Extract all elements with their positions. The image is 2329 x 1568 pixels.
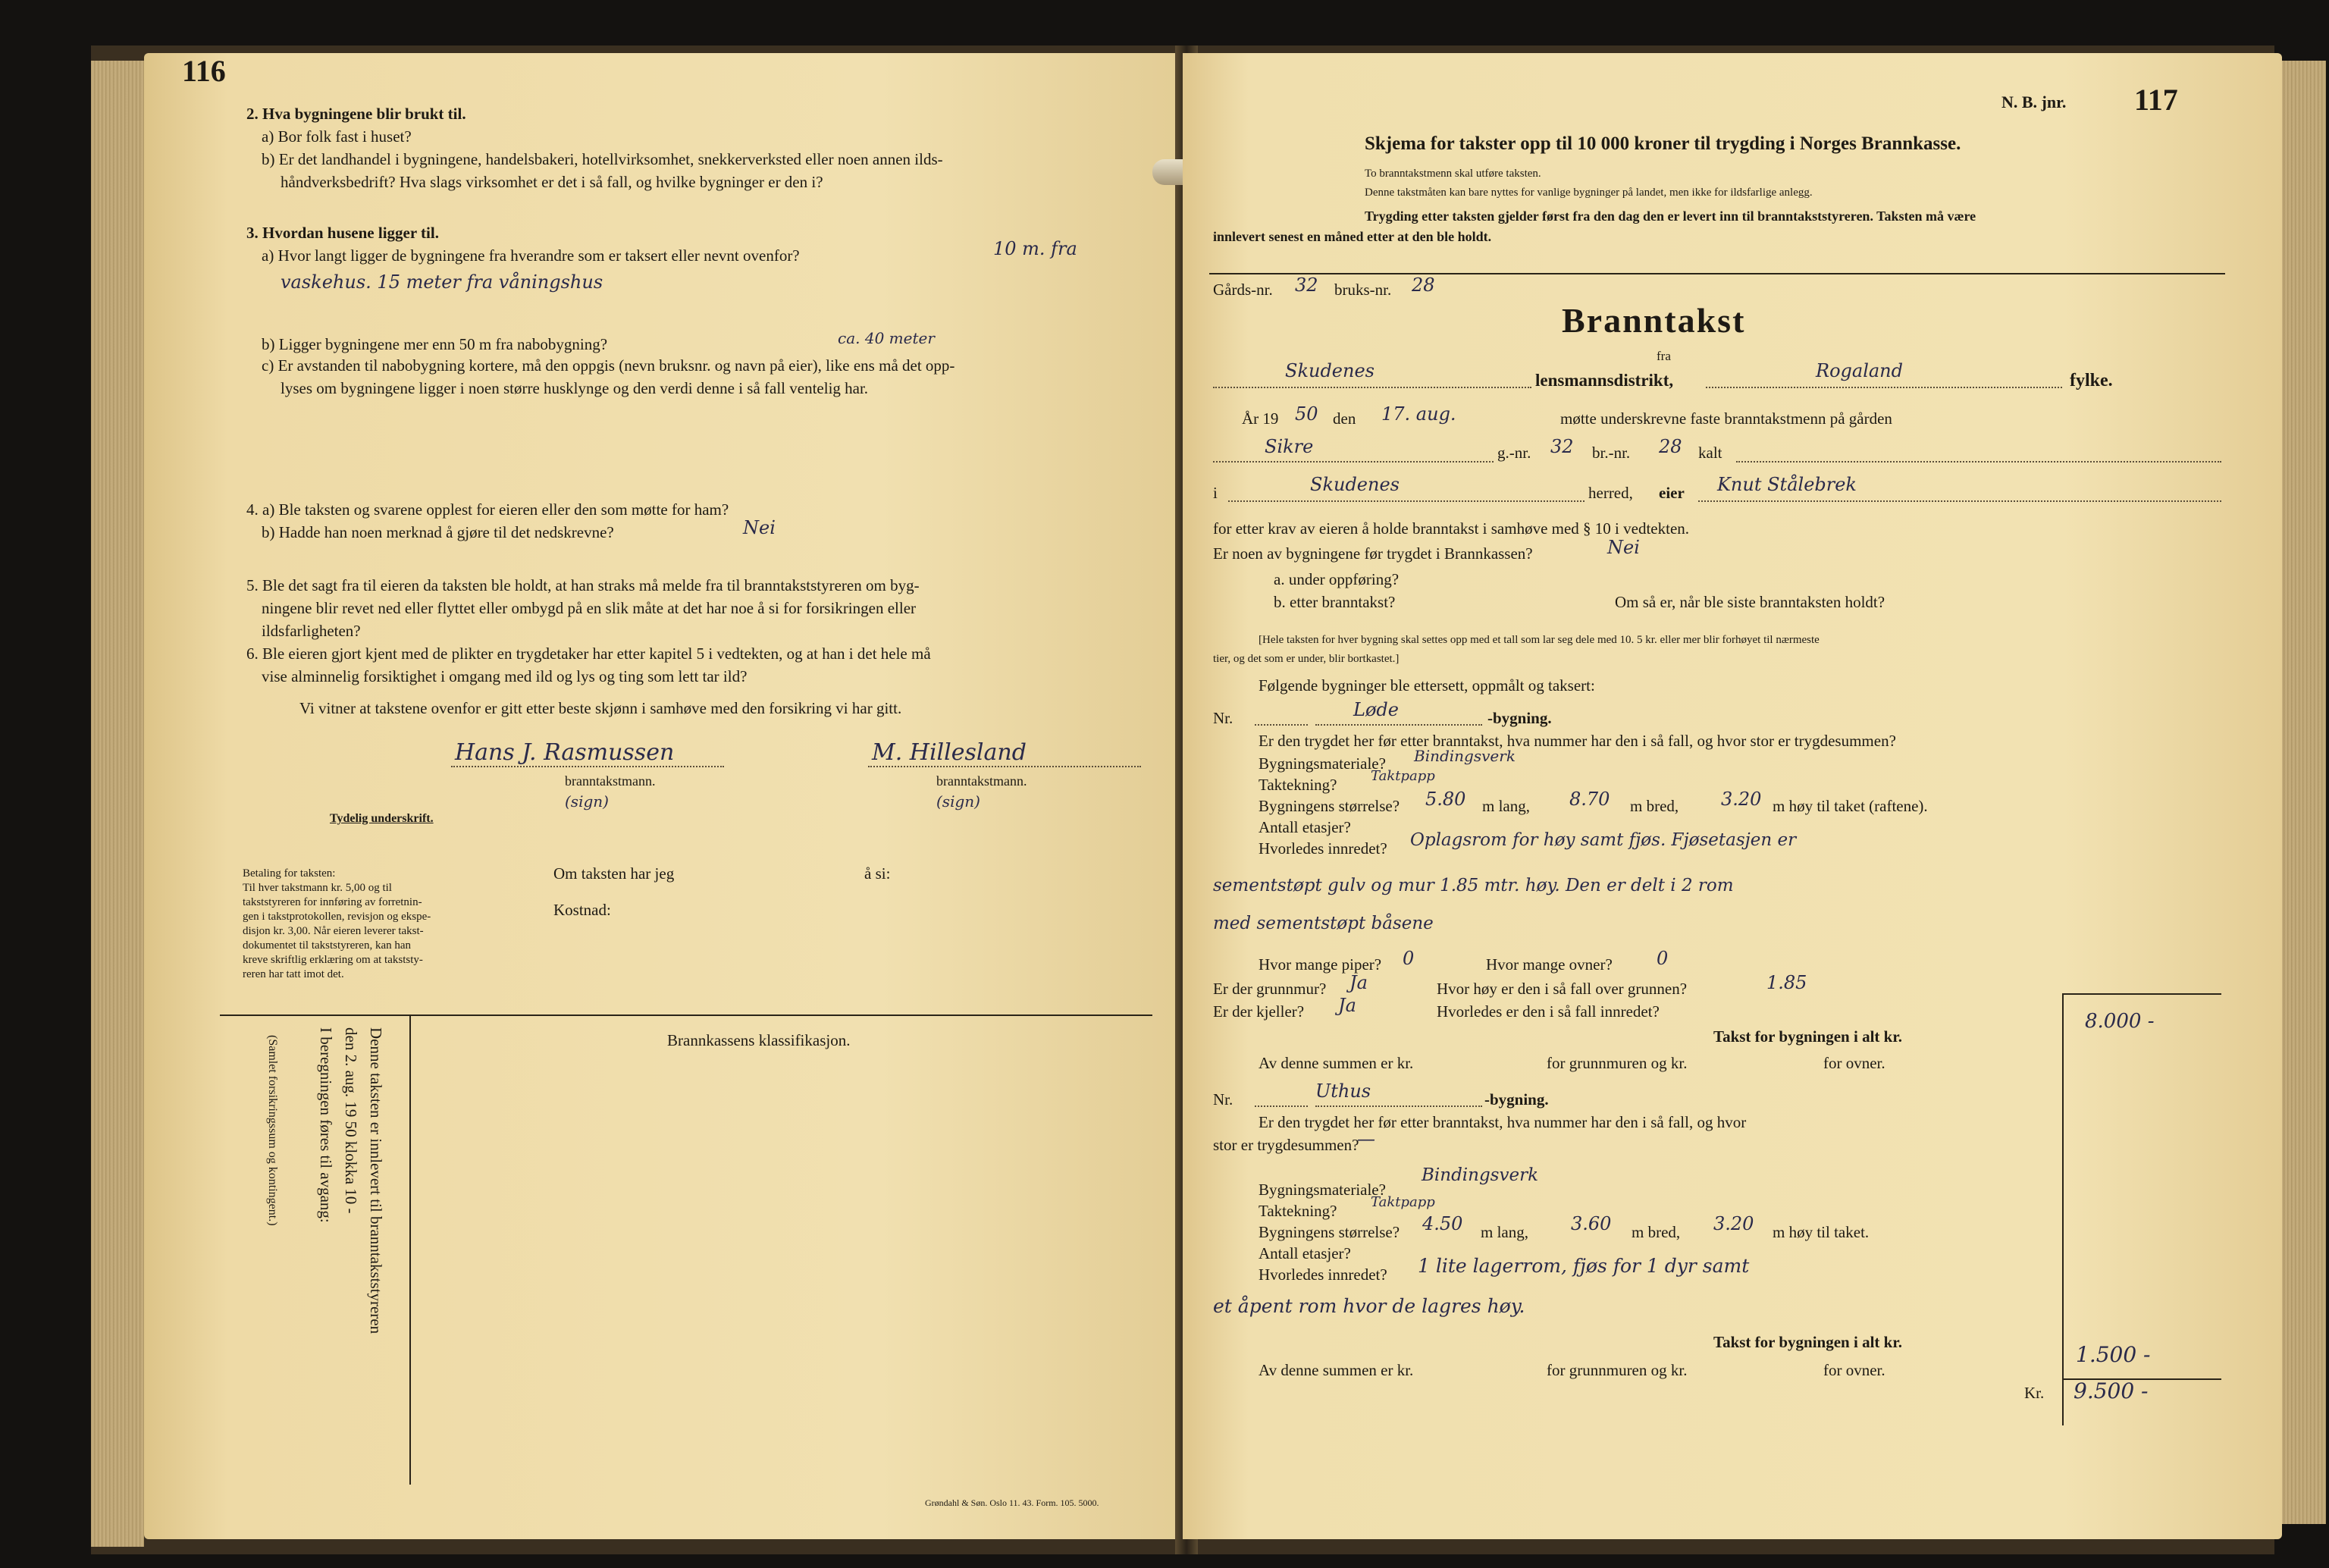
total-note: (Samlet forsikringssum og kontingent.) xyxy=(266,1035,279,1226)
nb-journal-label: N. B. jnr. xyxy=(2001,93,2067,111)
brnr-value: 28 xyxy=(1659,436,1682,457)
total-label: Takst for bygningen i alt kr. xyxy=(1713,1027,1902,1046)
right-page xyxy=(1183,53,2282,1539)
ovens-label: Hvor mange ovner? xyxy=(1486,955,1613,974)
answer-3b: ca. 40 meter xyxy=(838,329,935,347)
deduction-note: I beregningen føres til avgang: xyxy=(317,1027,335,1223)
date-value: 17. aug. xyxy=(1381,403,1456,425)
height-unit: m høy til taket. xyxy=(1773,1223,1870,1241)
after-tax-label: b. etter branntakst? xyxy=(1274,593,1396,611)
building-1-nr: Nr. xyxy=(1213,709,1233,727)
question-5-line3: ildsfarligheten? xyxy=(262,622,361,640)
for-foundation-label: for grunnmuren og kr. xyxy=(1547,1054,1688,1072)
gards-label: Gårds-nr. xyxy=(1213,281,1273,299)
height-unit: m høy til taket (raftene). xyxy=(1773,797,1928,815)
type-line xyxy=(1315,1105,1482,1107)
year-value: 50 xyxy=(1295,403,1318,425)
amount-top-rule xyxy=(2062,993,2221,995)
eier-value: Knut Stålebrek xyxy=(1717,474,1857,495)
rounding-note-1: [Hele taksten for hver bygning skal settes opp med et tall som lar seg dele med 10. 5 kr. eller mer blir forhøyet til nærmeste xyxy=(1259,634,1820,646)
farm-value: Sikre xyxy=(1265,436,1314,457)
building-2-height: 3.20 xyxy=(1713,1213,1754,1234)
signature-line-2 xyxy=(868,766,1141,767)
building-2-nr: Nr. xyxy=(1213,1090,1233,1109)
amount-column-rule xyxy=(2062,993,2064,1425)
signature-line-1 xyxy=(451,766,724,767)
herred-value: Skudenes xyxy=(1310,474,1400,495)
for-ovens-label: for ovner. xyxy=(1823,1361,1885,1379)
signature-2: M. Hillesland xyxy=(872,739,1027,766)
cellar-value: Ja xyxy=(1338,995,1356,1016)
district-label: lensmannsdistrikt, xyxy=(1535,371,1674,390)
question-3-heading: 3. Hvordan husene ligger til. xyxy=(246,224,439,242)
witness-statement: Vi vitner at takstene ovenfor er gitt etter beste skjønn i samhøve med den forsikring vi har gitt. xyxy=(299,699,902,717)
grand-total: 9.500 - xyxy=(2074,1378,2149,1403)
county-line xyxy=(1706,387,2062,388)
farm-line xyxy=(1213,461,1494,463)
question-2a: a) Bor folk fast i huset? xyxy=(262,127,412,146)
kalt-label: kalt xyxy=(1698,444,1722,462)
kalt-line xyxy=(1736,461,2221,463)
building-2-total: 1.500 - xyxy=(2076,1342,2151,1367)
sign-note-1: (sign) xyxy=(565,792,609,811)
building-1-roof: Taktpapp xyxy=(1371,768,1435,784)
question-4b: b) Hadde han noen merknad å gjøre til det nedskrevne? xyxy=(262,523,614,541)
roof-label: Taktekning? xyxy=(1259,1202,1337,1220)
question-2-heading: 2. Hva bygningene blir brukt til. xyxy=(246,105,466,123)
meeting-text: møtte underskrevne faste branntakstmenn på gården xyxy=(1560,409,1892,428)
printer-imprint: Grøndahl & Søn. Oslo 11. 43. Form. 105. 5000. xyxy=(925,1497,1099,1508)
divider xyxy=(220,1014,1152,1016)
building-2-inner-1: 1 lite lagerrom, fjøs for 1 dyr samt xyxy=(1418,1255,1750,1277)
insured-answer: Nei xyxy=(1607,537,1640,558)
role-2: branntakstmann. xyxy=(936,773,1027,789)
question-6-line1: 6. Ble eieren gjort kjent med de plikter en trygdetaker har etter kapitel 5 i vedtekten, og at han i det hele må xyxy=(246,644,931,663)
floors-label: Antall etasjer? xyxy=(1259,818,1351,836)
bruks-label: bruks-nr. xyxy=(1334,281,1392,299)
building-2-question-1: Er den trygdet her før etter branntakst, hva nummer har den i så fall, og hvor xyxy=(1259,1113,1747,1131)
question-3a: a) Hvor langt ligger de bygningene fra hverandre som er taksert eller nevnt ovenfor? xyxy=(262,246,800,265)
header-divider xyxy=(1209,273,2225,274)
type-line xyxy=(1315,724,1482,726)
page-number: 117 xyxy=(2134,83,2178,117)
building-1-total: 8.000 - xyxy=(2085,1010,2155,1033)
document-title: Branntakst xyxy=(1562,301,1746,340)
question-3b: b) Ligger bygningene mer enn 50 m fra nabobygning? xyxy=(262,335,608,353)
building-2-width: 3.60 xyxy=(1571,1213,1612,1234)
i-label: i xyxy=(1213,484,1218,502)
ovens-value: 0 xyxy=(1657,948,1669,969)
foundation-value: Ja xyxy=(1349,972,1368,993)
height-question: Hvor høy er den i så fall over grunnen? xyxy=(1437,980,1688,998)
following-buildings: Følgende bygninger ble ettersett, oppmålt og taksert: xyxy=(1259,676,1595,695)
question-3c-line2: lyses om bygningene ligger i noen større husklynge og den verdi denne i så fall ventelig har. xyxy=(281,379,869,397)
building-1-height: 3.20 xyxy=(1721,789,1762,810)
rounding-note-2: tier, og det som er under, blir bortkastet.] xyxy=(1213,653,1400,665)
pipes-label: Hvor mange piper? xyxy=(1259,955,1382,974)
about-tax-label: Om taksten har jeg xyxy=(553,864,675,883)
height-value: 1.85 xyxy=(1766,972,1807,993)
question-4a: 4. a) Ble taksten og svarene opplest for eieren eller den som møtte for ham? xyxy=(246,500,729,519)
question-3c-line1: c) Er avstanden til nabobygning kortere, må den oppgis (nevn bruksnr. og navn på eier), like ens må det opp- xyxy=(262,356,955,375)
question-2b-line2: håndverksbedrift? Hva slags virksomhet er det i så fall, og hvilke bygninger er den i? xyxy=(281,173,823,191)
cellar-question: Hvorledes er den i så fall innredet? xyxy=(1437,1002,1660,1021)
brnr-label: br.-nr. xyxy=(1592,444,1631,462)
building-2-inner-2: et åpent rom hvor de lagres høy. xyxy=(1213,1295,1525,1317)
width-unit: m bred, xyxy=(1632,1223,1681,1241)
form-subtitle-1: To branntakstmenn skal utføre taksten. xyxy=(1365,168,1541,180)
payment-line: dokumentet til takststyreren, kan han xyxy=(243,939,412,952)
county-label: fylke. xyxy=(2070,371,2113,390)
material-label: Bygningsmateriale? xyxy=(1259,1181,1386,1199)
to-say-label: å si: xyxy=(864,864,891,883)
building-1-length: 5.80 xyxy=(1425,789,1466,810)
payment-line: kreve skriftlig erklæring om at takststy- xyxy=(243,954,423,966)
inner-label: Hvorledes innredet? xyxy=(1259,839,1387,858)
fra-label: fra xyxy=(1657,349,1671,363)
form-header: Skjema for takster opp til 10 000 kroner til trygding i Norges Brannkasse. xyxy=(1365,133,1961,154)
district-value: Skudenes xyxy=(1285,360,1375,381)
form-subtitle-3: Trygding etter taksten gjelder først fra den dag den er levert inn til branntakststyreren. Taksten må være xyxy=(1365,209,1976,224)
eier-line xyxy=(1698,500,2221,502)
bruks-value: 28 xyxy=(1412,274,1435,296)
building-2-suffix: -bygning. xyxy=(1484,1090,1549,1109)
size-label: Bygningens størrelse? xyxy=(1259,797,1400,815)
material-label: Bygningsmateriale? xyxy=(1259,754,1386,773)
herred-line xyxy=(1228,500,1585,502)
left-page xyxy=(144,53,1194,1539)
for-foundation-label: for grunnmuren og kr. xyxy=(1547,1361,1688,1379)
pipes-value: 0 xyxy=(1403,948,1415,969)
roof-label: Taktekning? xyxy=(1259,776,1337,794)
building-2-type: Uthus xyxy=(1315,1080,1371,1102)
building-1-inner-2: sementstøpt gulv og mur 1.85 mtr. høy. Den er delt i 2 rom xyxy=(1213,876,1734,895)
width-unit: m bred, xyxy=(1630,797,1679,815)
classification-heading: Brannkassens klassifikasjon. xyxy=(667,1031,851,1049)
answer-3a-line2: vaskehus. 15 meter fra våningshus xyxy=(281,271,603,293)
of-sum-label: Av denne summen er kr. xyxy=(1259,1054,1414,1072)
question-2b-line1: b) Er det landhandel i bygningene, handelsbakeri, hotellvirksomhet, snekkerverksted eller noen annen ilds- xyxy=(262,150,943,168)
answer-4b: Nei xyxy=(743,517,776,538)
for-ovens-label: for ovner. xyxy=(1823,1054,1885,1072)
building-1-inner-1: Oplagsrom for høy samt fjøs. Fjøsetasjen er xyxy=(1410,830,1797,850)
inner-label: Hvorledes innredet? xyxy=(1259,1265,1387,1284)
length-unit: m lang, xyxy=(1481,1223,1528,1241)
building-1-material: Bindingsverk xyxy=(1414,747,1516,765)
form-subtitle-2: Denne takstmåten kan bare nyttes for vanlige bygninger på landet, men ikke for ildsfarlige anlegg. xyxy=(1365,187,1813,199)
of-sum-label: Av denne summen er kr. xyxy=(1259,1361,1414,1379)
gards-value: 32 xyxy=(1295,274,1318,296)
question-6-line2: vise alminnelig forsiktighet i omgang med ild og lys og ting som lett tar ild? xyxy=(262,667,748,685)
length-unit: m lang, xyxy=(1482,797,1530,815)
answer-3a-line1: 10 m. fra xyxy=(993,238,1077,259)
form-subtitle-4: innlevert senest en måned etter at den ble holdt. xyxy=(1213,229,1492,244)
kr-label: Kr. xyxy=(2024,1384,2045,1402)
cellar-label: Er der kjeller? xyxy=(1213,1002,1305,1021)
role-1: branntakstmann. xyxy=(565,773,656,789)
floors-label: Antall etasjer? xyxy=(1259,1244,1351,1262)
year-prefix: År 19 xyxy=(1242,409,1279,428)
ledger-book xyxy=(91,45,2274,1554)
gnr-label: g.-nr. xyxy=(1497,444,1531,462)
divider-vertical xyxy=(409,1014,411,1485)
district-line xyxy=(1213,387,1531,388)
payment-line: Til hver takstmann kr. 5,00 og til xyxy=(243,882,392,894)
building-2-material: Bindingsverk xyxy=(1422,1165,1539,1185)
den-label: den xyxy=(1333,409,1356,428)
total-label: Takst for bygningen i alt kr. xyxy=(1713,1333,1902,1351)
payment-line: Betaling for taksten: xyxy=(243,867,336,880)
payment-line: disjon kr. 3,00. Når eieren leverer takst- xyxy=(243,925,424,937)
question-5-line2: ningene blir revet ned eller flyttet eller ombygd på en slik måte at det har noe å si for forsikringen eller xyxy=(262,599,917,617)
building-2-dash: — xyxy=(1357,1128,1375,1149)
insured-question: Er noen av bygningene før trygdet i Brannkassen? xyxy=(1213,544,1533,563)
nr-line xyxy=(1255,1105,1308,1107)
building-2-roof: Taktpapp xyxy=(1371,1194,1435,1210)
under-construction-label: a. under oppføring? xyxy=(1274,570,1400,588)
building-2-question-2: stor er trygdesummen? xyxy=(1213,1136,1359,1154)
building-1-question: Er den trygdet her før etter branntakst, hva nummer har den i så fall, og hvor stor er trygdesummen? xyxy=(1259,732,1896,750)
last-tax-question: Om så er, når ble siste branntaksten holdt? xyxy=(1615,593,1885,611)
submitted-note: Denne taksten er innlevert til branntakststyreren xyxy=(367,1027,385,1334)
question-5-line1: 5. Ble det sagt fra til eieren da taksten ble holdt, at han straks må melde fra til branntakststyreren om byg- xyxy=(246,576,920,594)
page-edges-left xyxy=(91,61,144,1547)
eier-label: eier xyxy=(1659,484,1685,502)
building-1-type: Løde xyxy=(1353,699,1399,720)
payment-line: takststyreren for innføring av forretnin- xyxy=(243,896,422,908)
payment-line: reren har tatt imot det. xyxy=(243,968,344,980)
page-number: 116 xyxy=(182,54,226,88)
submitted-date: den 2. aug. 19 50 klokka 10 - xyxy=(342,1027,360,1214)
payment-line: gen i takstprotokollen, revisjon og ekspe- xyxy=(243,911,431,923)
building-1-suffix: -bygning. xyxy=(1487,709,1552,727)
signature-1: Hans J. Rasmussen xyxy=(455,739,675,766)
clear-signature-label: Tydelig underskrift. xyxy=(330,812,434,825)
demand-text: for etter krav av eieren å holde branntakst i samhøve med § 10 i vedtekten. xyxy=(1213,519,1690,538)
building-1-width: 8.70 xyxy=(1569,789,1610,810)
county-value: Rogaland xyxy=(1816,360,1903,381)
gnr-value: 32 xyxy=(1550,436,1574,457)
foundation-label: Er der grunnmur? xyxy=(1213,980,1327,998)
sign-note-2: (sign) xyxy=(936,792,980,811)
size-label: Bygningens størrelse? xyxy=(1259,1223,1400,1241)
nr-line xyxy=(1255,724,1308,726)
building-1-inner-3: med sementstøpt båsene xyxy=(1213,914,1434,933)
building-2-length: 4.50 xyxy=(1422,1213,1463,1234)
cost-label: Kostnad: xyxy=(553,901,611,919)
page-edges-right xyxy=(2280,61,2326,1524)
herred-label: herred, xyxy=(1588,484,1633,502)
